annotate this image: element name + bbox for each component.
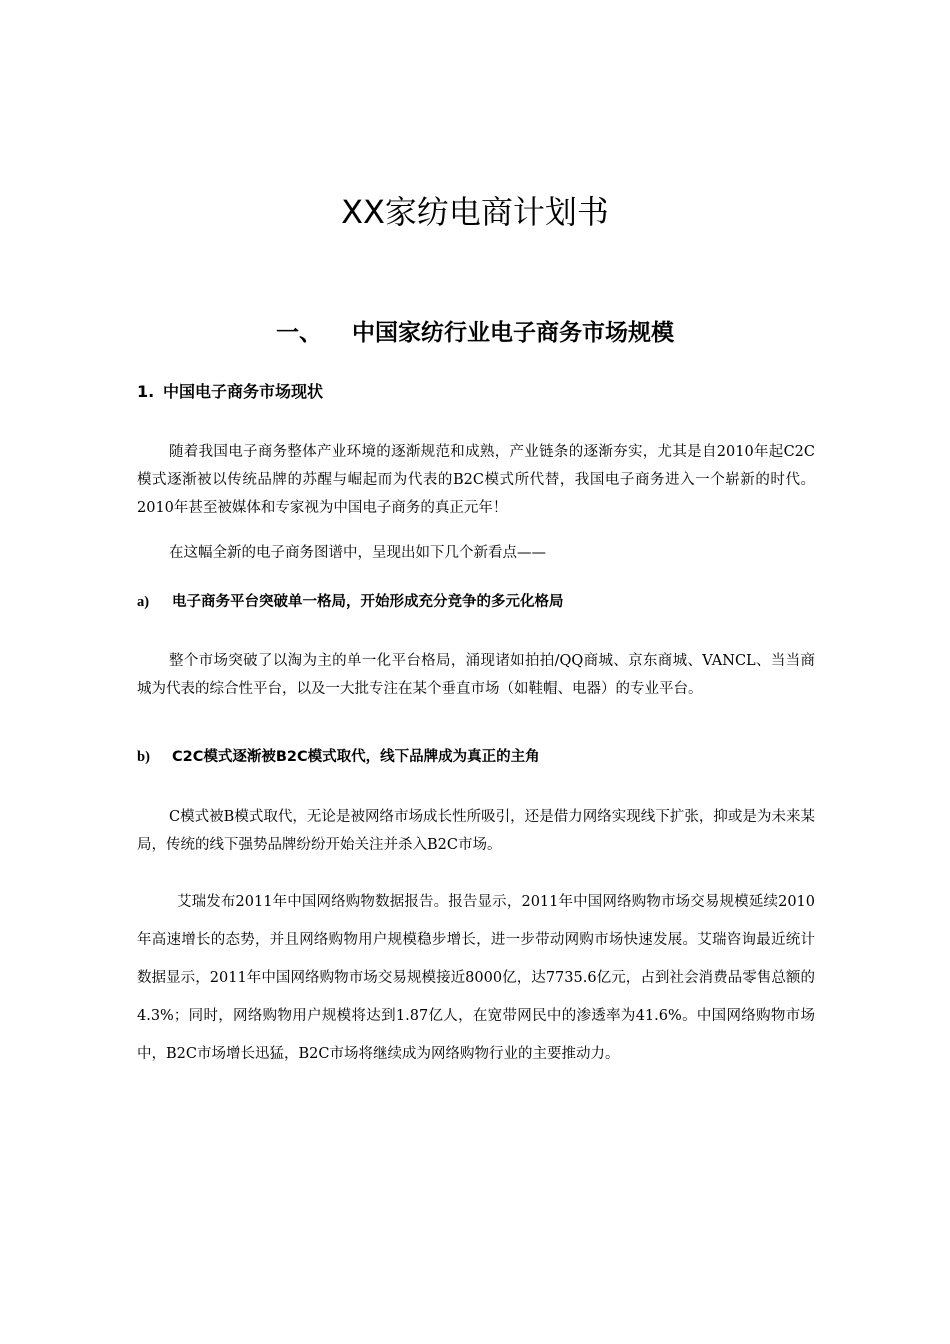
paragraph-b2c-shift: C模式被B模式取代，无论是被网络市场成长性所吸引，还是借力网络实现线下扩张，抑或是为未来某局，传统的线下强势品牌纷纷开始关注并杀入B2C市场。 xyxy=(137,809,815,853)
point-a-label: a) xyxy=(137,594,150,610)
document-title: XX家纺电商计划书 xyxy=(341,193,609,231)
paragraph-market-status: 随着我国电子商务整体产业环境的逐渐规范和成熟，产业链条的逐渐夯实，尤其是自2010年起C2C模式逐渐被以传统品牌的苏醒与崛起而为代表的B2C模式所代替，我国电子商务进入一个崭新的时代。2010年甚至被媒体和专家视为中国电子商务的真正元年！ xyxy=(137,444,815,516)
subsection-title: 中国电子商务市场现状 xyxy=(163,382,324,401)
section-title: 中国家纺行业电子商务市场规模 xyxy=(352,320,674,346)
point-b-label: b) xyxy=(137,749,150,765)
paragraph-highlights-intro: 在这幅全新的电子商务图谱中，呈现出如下几个新看点—— xyxy=(169,545,546,561)
subsection-heading xyxy=(137,380,323,404)
subsection-number: 1. xyxy=(137,382,155,401)
paragraph-platform-pattern: 整个市场突破了以淘为主的单一化平台格局，涌现诸如拍拍/QQ商城、京东商城、VANCL、当当商城为代表的综合性平台，以及一大批专注在某个垂直市场（如鞋帽、电器）的专业平台。 xyxy=(137,653,815,697)
point-a-heading xyxy=(137,591,564,613)
point-a-title: 电子商务平台突破单一格局，开始形成充分竞争的多元化格局 xyxy=(172,594,564,610)
section-number: 一、 xyxy=(276,320,322,346)
point-b-title: C2C模式逐渐被B2C模式取代，线下品牌成为真正的主角 xyxy=(172,749,540,765)
point-b-heading xyxy=(137,746,540,768)
section-heading xyxy=(0,316,950,350)
paragraph-iresearch-report: 艾瑞发布2011年中国网络购物数据报告。报告显示，2011年中国网络购物市场交易规模延续2010年高速增长的态势，并且网络购物用户规模稳步增长，进一步带动网购市场快速发展。艾瑞咨询最近统计数据显示，2011年中国网络购物市场交易规模接近8000亿，达7735.6亿元，占到社会消费品零售总额的4.3%；同时，网络购物用户规模将达到1.87亿人，在宽带网民中的渗透率为41.6%。中国网络购物市场中，B2C市场增长迅猛，B2C市场将继续成为网络购物行业的主要推动力。 xyxy=(137,894,815,1062)
